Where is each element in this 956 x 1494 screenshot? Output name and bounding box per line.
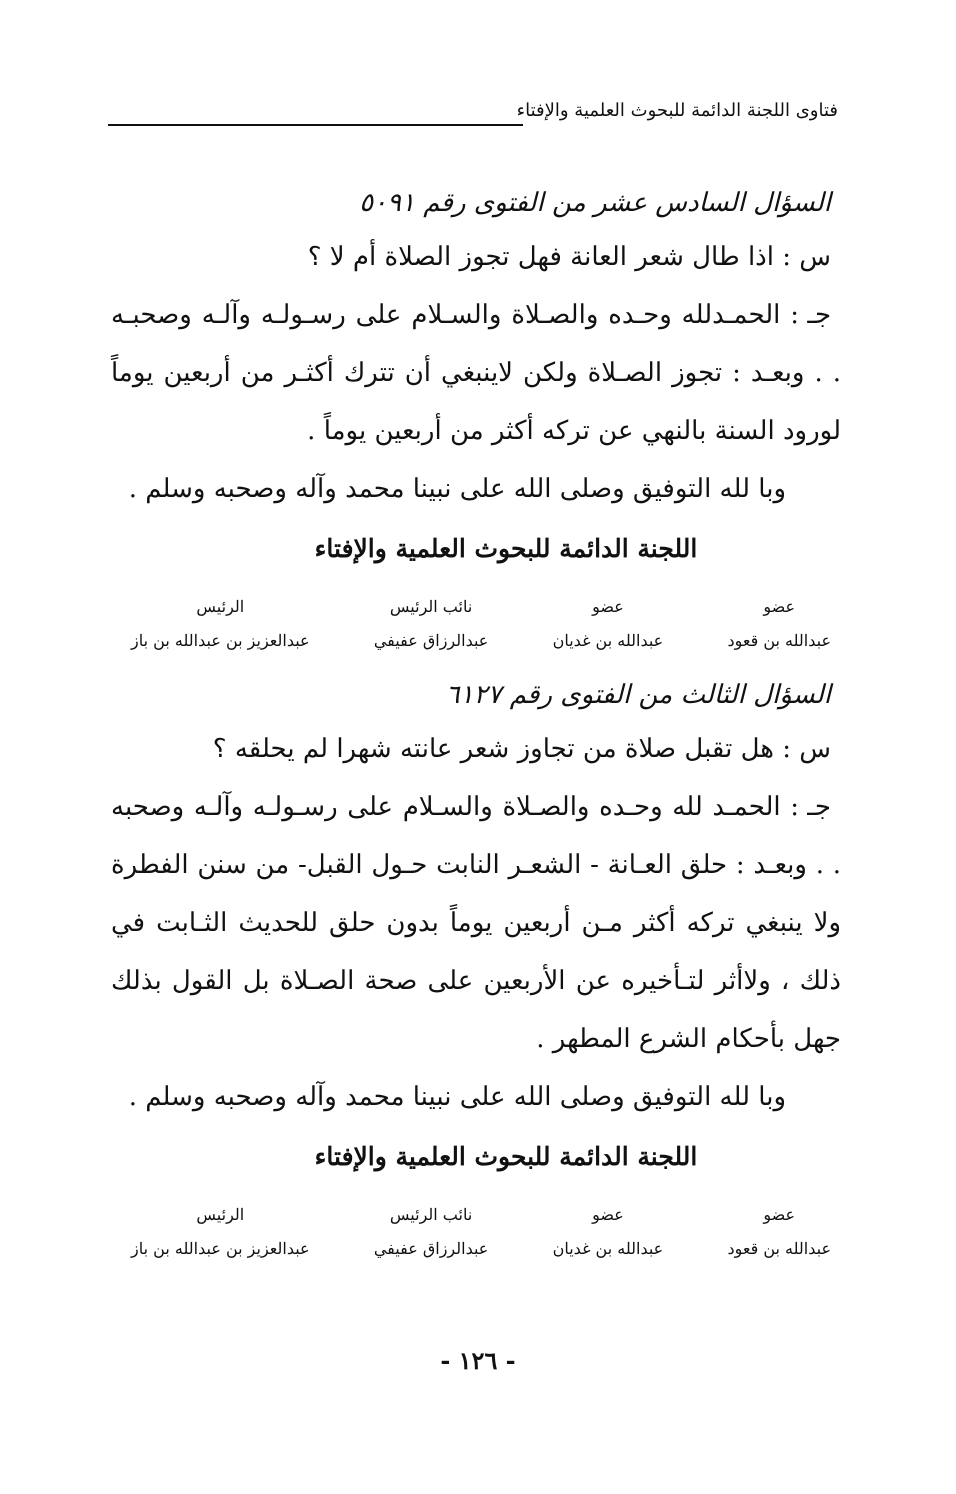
signatory (374, 1198, 489, 1266)
answer-lead: جـ : (790, 792, 831, 822)
fatwa-section-1 (111, 178, 841, 658)
committee-title: اللجنة الدائمة للبحوث العلمية والإفتاء (314, 1142, 698, 1171)
signatory (553, 1198, 664, 1266)
signatory-role: نائب الرئيس (389, 1205, 473, 1224)
signature-block (131, 590, 831, 658)
signatory-name: عبدالعزيز بن عبدالله بن باز (131, 631, 310, 650)
question-heading: السؤال السادس عشر من الفتوى رقم ٥٠٩١ (359, 188, 831, 218)
answer-paragraph (111, 286, 841, 460)
question-text: س : اذا طال شعر العانة فهل تجوز الصلاة أم لا ؟ (307, 242, 831, 272)
question-text: س : هل تقبل صلاة من تجاوز شعر عانته شهرا لم يحلقه ؟ (212, 734, 831, 764)
signatory (131, 1198, 310, 1266)
signatory-role: الرئيس (196, 1205, 245, 1224)
signatory-name: عبدالرزاق عفيفي (373, 631, 489, 650)
fatwa-section-2 (111, 670, 841, 1266)
signatory-name: عبدالعزيز بن عبدالله بن باز (131, 1239, 310, 1258)
running-header (108, 92, 838, 132)
signatory-name: عبدالله بن قعود (727, 1239, 831, 1258)
signatory (553, 590, 664, 658)
signatory-name: عبدالرزاق عفيفي (373, 1239, 489, 1258)
header-rule (108, 124, 523, 126)
answer-text: الحمـد لله وحـده والصـلاة والسـلام على رسـولـه وآلـه وصحبه . . وبعـد : حلق العـانة - الشعـر النابت حـول القبل- من سنن الفطرة ولا ينبغي تركه أكثر مـن أربعين يوماً بدون حلق للحديث الثـابت في ذلك ، ولاأثر لتـأخيره عن الأربعين على صحة الصـلاة بل القول بذلك جهل بأحكام الشرع المطهر . (111, 792, 841, 1054)
signatory-role: الرئيس (196, 597, 245, 616)
closing-line: وبا لله التوفيق وصلى الله على نبينا محمد وآله وصحبه وسلم . (128, 1082, 786, 1112)
answer-paragraph (111, 778, 841, 1068)
signatory (131, 590, 310, 658)
running-title: فتاوى اللجنة الدائمة للبحوث العلمية والإفتاء (516, 100, 838, 121)
signatory-role: عضو (592, 1205, 624, 1224)
signatory-name: عبدالله بن قعود (727, 631, 831, 650)
signatory (727, 1198, 831, 1266)
answer-text: الحمـدلله وحـده والصـلاة والسـلام على رسـولـه وآلـه وصحبـه . . وبعـد : تجوز الصـلاة ولكن لاينبغي أن تترك أكثـر من أربعين يوماً لورود السنة بالنهي عن تركه أكثر من أربعين يوماً . (111, 300, 841, 446)
closing-line: وبا لله التوفيق وصلى الله على نبينا محمد وآله وصحبه وسلم . (128, 474, 786, 504)
signatory-name: عبدالله بن غديان (552, 1239, 664, 1258)
committee-title: اللجنة الدائمة للبحوث العلمية والإفتاء (314, 534, 698, 563)
signatory (727, 590, 831, 658)
signatory-role: نائب الرئيس (389, 597, 473, 616)
signature-block (131, 1198, 831, 1266)
signatory-role: عضو (763, 1205, 796, 1224)
signatory (374, 590, 489, 658)
signatory-role: عضو (763, 597, 796, 616)
answer-lead: جـ : (790, 300, 832, 330)
signatory-name: عبدالله بن غديان (552, 631, 664, 650)
page-number: - ١٢٦ - (440, 1346, 516, 1375)
question-heading: السؤال الثالث من الفتوى رقم ٦١٢٧ (445, 680, 831, 710)
signatory-role: عضو (592, 597, 624, 616)
